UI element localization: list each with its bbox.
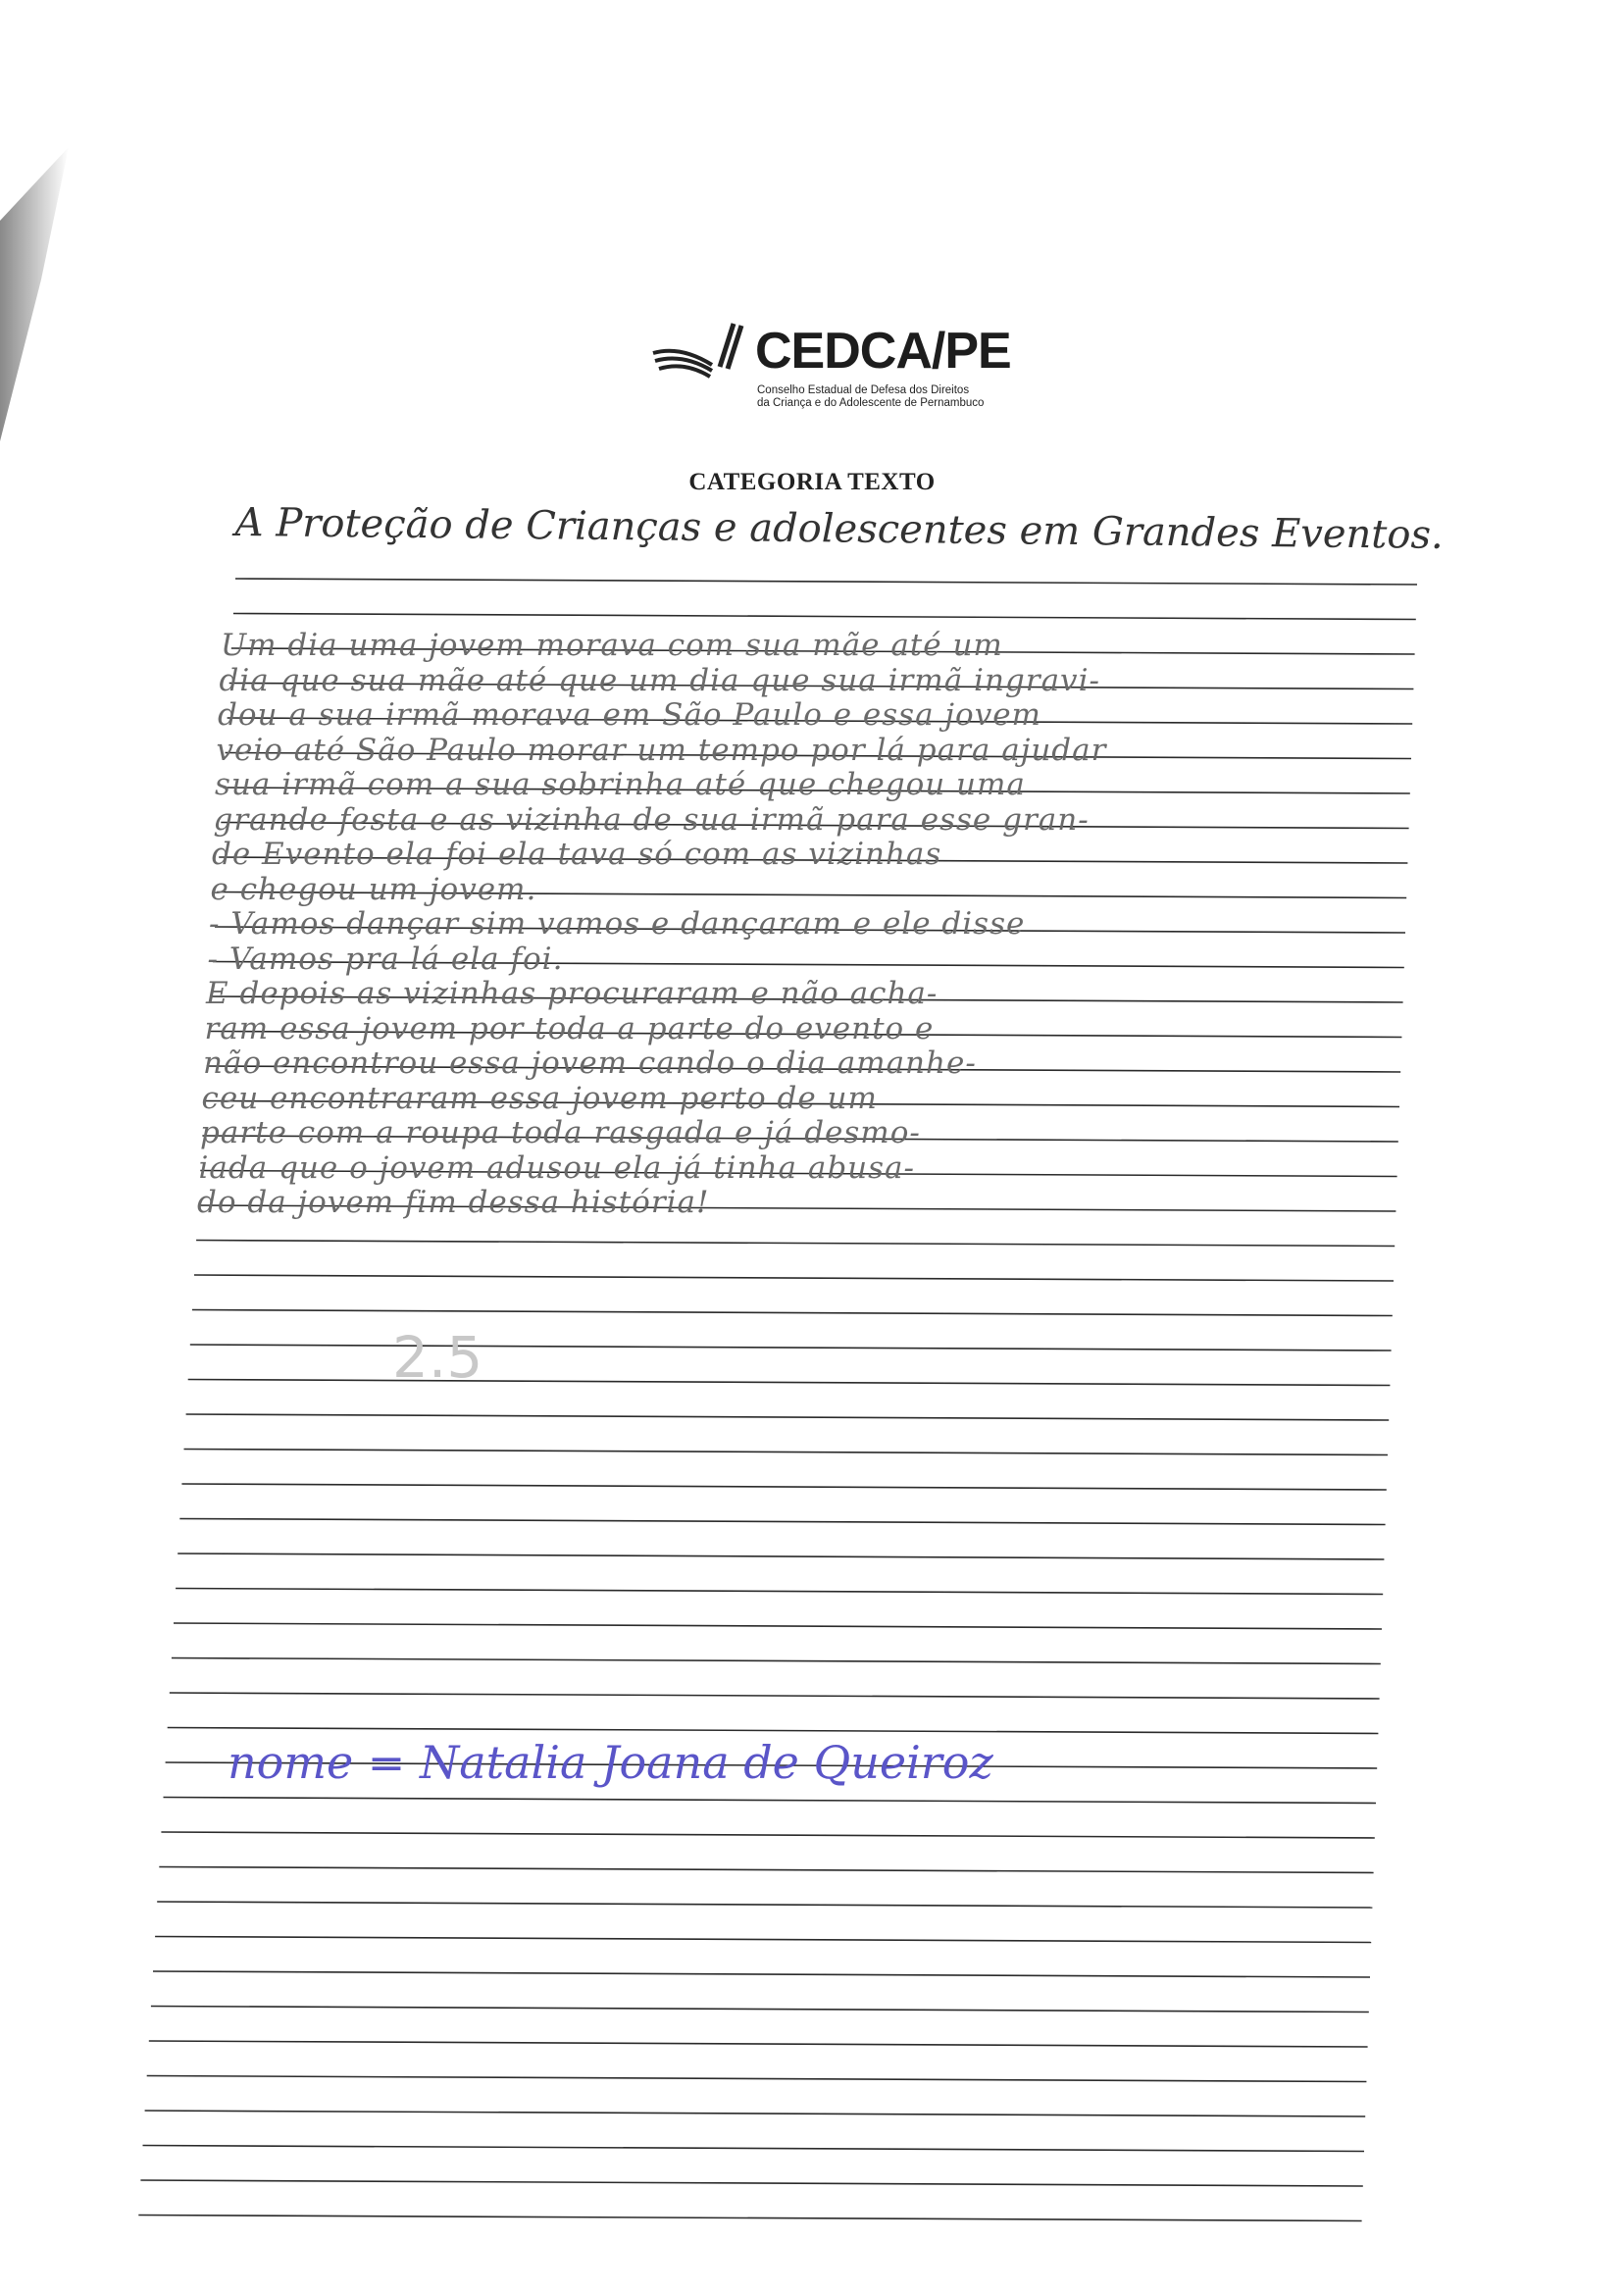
essay-line: sua irmã com a sua sobrinha até que chegou uma <box>215 767 1026 802</box>
ruled-line <box>155 1937 1371 1943</box>
ruled-line <box>186 1414 1390 1420</box>
ruled-line <box>190 1345 1392 1350</box>
ruled-line <box>192 1310 1393 1316</box>
ruled-line <box>145 2111 1366 2116</box>
ruled-line <box>161 1832 1374 1838</box>
ruled-line <box>170 1693 1380 1699</box>
ruled-line <box>196 1241 1395 1247</box>
essay-line: não encontrou essa jovem cando o dia amanhe- <box>203 1045 977 1081</box>
essay-line: - Vamos pra lá ela foi. <box>207 941 564 977</box>
ruled-line <box>188 1380 1391 1386</box>
ruled-line <box>153 1971 1370 1977</box>
ruled-line <box>168 1728 1379 1734</box>
logo-title: CEDCA/PE <box>755 323 1011 380</box>
category-heading: CATEGORIA TEXTO <box>688 469 936 495</box>
essay-line: dia que sua mãe até que um dia que sua irmã ingravi- <box>219 662 1100 698</box>
essay-line: grande festa e as vizinha de sua irmã para esse gran- <box>213 801 1090 838</box>
essay-line: parte com a roupa toda rasgada e já desmo- <box>200 1115 921 1150</box>
essay-line: ceu encontraram essa jovem perto de um <box>201 1080 878 1116</box>
essay-line: - Vamos dançar sim vamos e dançaram e ele disse <box>209 906 1026 942</box>
ruled-line <box>174 1623 1382 1629</box>
essay-line: veio até São Paulo morar um tempo por lá para ajudar <box>216 732 1107 768</box>
ruled-line <box>140 2180 1362 2186</box>
ruled-line <box>157 1902 1372 1908</box>
essay-title: A Proteção de Crianças e adolescentes em Grandes Eventos. <box>234 500 1444 558</box>
ruled-line <box>147 2076 1367 2082</box>
ruled-line <box>138 2216 1361 2221</box>
essay-line: dou a sua irmã morava em São Paulo e essa jovem <box>218 697 1041 733</box>
logo-subtitle-line-2: da Criança e do Adolescente de Pernambuco <box>757 397 985 409</box>
ruled-line <box>176 1589 1383 1595</box>
essay-line: de Evento ela foi ela tava só com as vizinhas <box>212 837 942 872</box>
ruled-line <box>194 1275 1394 1281</box>
essay-line: ram essa jovem por toda a parte do evento e <box>204 1010 935 1046</box>
essay-line: iada que o jovem adusou ela já tinha abusa- <box>198 1149 916 1186</box>
ruled-line <box>164 1798 1377 1804</box>
ruled-line <box>235 579 1417 585</box>
ruled-line <box>172 1658 1381 1664</box>
ruled-line <box>149 2041 1368 2047</box>
ruled-line <box>181 1484 1386 1490</box>
student-name: nome = Natalia Joana de Queiroz <box>228 1736 993 1789</box>
ruled-line <box>184 1450 1389 1455</box>
ruled-line <box>179 1519 1385 1525</box>
ruled-line <box>143 2146 1365 2152</box>
ruled-line <box>151 2007 1369 2013</box>
essay-line: E depois as vizinhas procuraram e não acha- <box>206 976 939 1011</box>
ruled-line <box>178 1554 1384 1559</box>
logo-subtitle-line-1: Conselho Estadual de Defesa dos Direitos <box>757 384 970 396</box>
ruled-line <box>233 614 1416 620</box>
grade-mark: 2.5 <box>392 1324 483 1391</box>
essay-line: Um dia uma jovem morava com sua mãe até um <box>221 628 1003 663</box>
essay-line: e chegou um jovem. <box>210 871 537 907</box>
ruled-line <box>159 1867 1373 1873</box>
essay-line: do da jovem fim dessa história! <box>197 1185 710 1220</box>
